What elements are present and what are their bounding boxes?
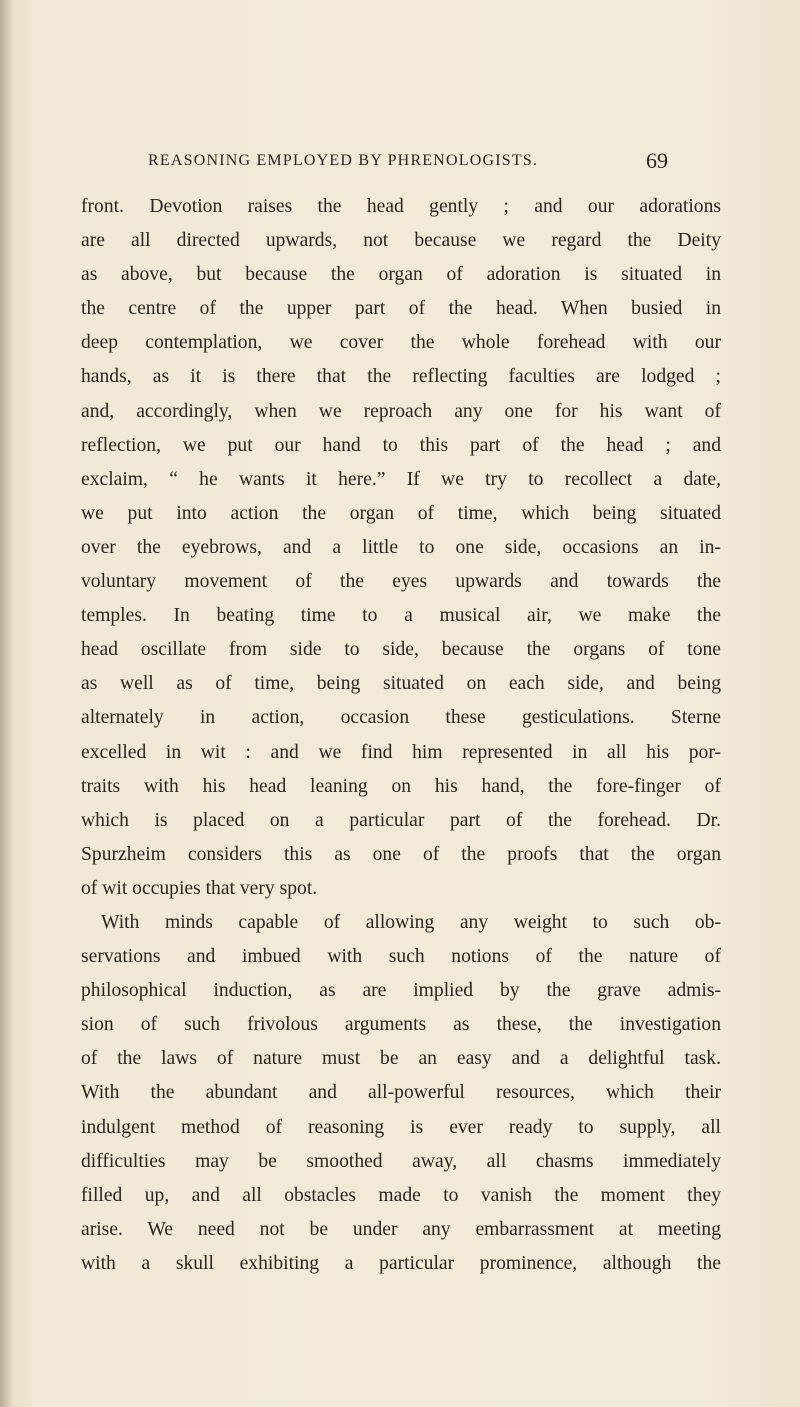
- page-gutter-shadow: [0, 0, 14, 1407]
- text-line: and, accordingly, when we reproach any one for his want of: [81, 400, 721, 422]
- text-line: reflection, we put our hand to this part of the head ; and: [81, 434, 721, 456]
- text-line: servations and imbued with such notions of the nature of: [81, 946, 721, 968]
- text-line: hands, as it is there that the reflecting faculties are lodged ;: [81, 366, 721, 388]
- text-line: traits with his head leaning on his hand, the fore-finger of: [81, 775, 721, 797]
- text-line: arise. We need not be under any embarrassment at meeting: [81, 1218, 721, 1240]
- text-line: sion of such frivolous arguments as these, the investigation: [81, 1014, 721, 1036]
- text-line: as above, but because the organ of adoration is situated in: [81, 264, 721, 286]
- text-line: indulgent method of reasoning is ever ready to supply, all: [81, 1116, 721, 1138]
- paragraph-end-line: of wit occupies that very spot.: [81, 877, 318, 899]
- text-line: head oscillate from side to side, because the organs of tone: [81, 639, 721, 661]
- text-line: with a skull exhibiting a particular prominence, although the: [81, 1252, 721, 1274]
- body-text: [81, 190, 721, 1281]
- running-title: REASONING EMPLOYED BY PHRENOLOGISTS.: [148, 152, 539, 169]
- text-line: we put into action the organ of time, which being situated: [81, 502, 721, 524]
- text-line: the centre of the upper part of the head. When busied in: [81, 298, 721, 320]
- text-line: deep contemplation, we cover the whole forehead with our: [81, 332, 721, 354]
- text-line: Spurzheim considers this as one of the proofs that the organ: [81, 843, 721, 865]
- text-line: difficulties may be smoothed away, all chasms immediately: [81, 1150, 721, 1172]
- text-line: philosophical induction, as are implied by the grave admis-: [81, 980, 721, 1002]
- text-line: voluntary movement of the eyes upwards and towards the: [81, 571, 721, 593]
- page-number: 69: [646, 148, 668, 173]
- text-line: filled up, and all obstacles made to vanish the moment they: [81, 1184, 721, 1206]
- text-line: are all directed upwards, not because we regard the Deity: [81, 230, 721, 252]
- text-line: as well as of time, being situated on each side, and being: [81, 673, 721, 695]
- text-line: excelled in wit : and we find him represented in all his por-: [81, 741, 721, 763]
- text-line: alternately in action, occasion these gesticulations. Sterne: [81, 707, 721, 729]
- text-line: front. Devotion raises the head gently ; and our adorations: [81, 196, 721, 217]
- text-line: over the eyebrows, and a little to one side, occasions an in-: [81, 536, 721, 558]
- text-line: exclaim, “ he wants it here.” If we try to recollect a date,: [81, 468, 721, 490]
- text-line: temples. In beating time to a musical air, we make the: [81, 605, 721, 627]
- text-line: With the abundant and all-powerful resources, which their: [81, 1082, 721, 1104]
- text-line: of the laws of nature must be an easy and a delightful task.: [81, 1048, 721, 1070]
- text-line: which is placed on a particular part of the forehead. Dr.: [81, 809, 721, 831]
- paragraph-start-line: With minds capable of allowing any weight to such ob-: [101, 911, 721, 933]
- running-head: [148, 148, 668, 178]
